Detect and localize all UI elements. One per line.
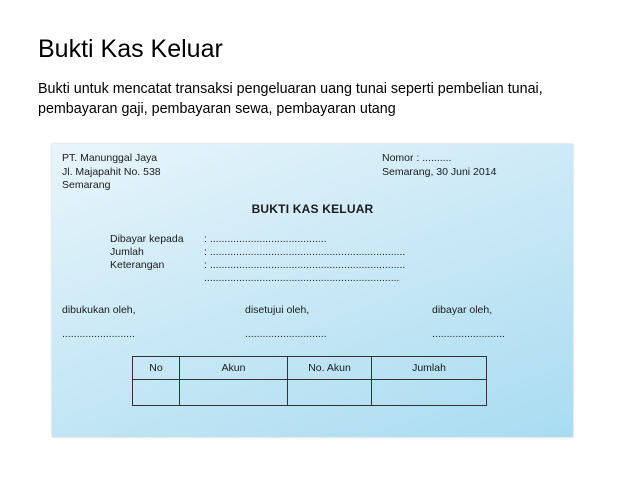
slide-title: Bukti Kas Keluar [38,35,223,63]
signature-label: disetujui oleh, [245,304,310,316]
field-label: Jumlah [110,246,144,258]
signature-recorded-by [62,304,136,340]
field-label: Dibayar kepada [110,233,184,245]
cash-voucher-form [52,144,573,437]
signature-approved-by [245,304,327,340]
col-header-akun: Akun [180,357,288,380]
field-blank: : ................................................................... [204,259,406,271]
slide-description: Bukti untuk mencatat transaksi pengeluaran uang tunai seperti pembelian tunai, pembayaran gaji, pembayaran sewa, pembayaran utang [38,81,543,117]
table-cell [288,380,372,406]
table-cell [133,380,180,406]
field-blank: ................................................................... [204,272,400,284]
signature-line: ............................ [245,328,327,340]
col-header-no: No [133,357,180,380]
table-row [133,380,487,406]
field-blank: : ................................................................... [204,246,406,258]
field-description [110,259,405,272]
company-info [62,152,161,193]
table-header-row [133,357,487,380]
voucher-number: Nomor : .......... [382,152,452,164]
field-blank: : ........................................ [204,233,327,245]
voucher-date: Semarang, 30 Juni 2014 [382,165,497,178]
field-paid-to [110,233,405,246]
voucher-number-block [382,152,496,179]
form-title: BUKTI KAS KELUAR [251,202,374,216]
table-cell [372,380,487,406]
table-cell [180,380,288,406]
col-header-jumlah: Jumlah [372,357,487,380]
signature-paid-by [432,304,505,340]
payment-fields [110,233,405,285]
signature-line: ......................... [432,328,505,340]
company-address: Jl. Majapahit No. 538 [62,165,161,178]
company-name: PT. Manunggal Jaya [62,152,158,164]
signature-label: dibayar oleh, [432,304,493,316]
field-description-continued [110,272,405,285]
field-label: Keterangan [110,259,165,271]
col-header-no-akun: No. Akun [288,357,372,380]
signature-line: ......................... [62,328,135,340]
field-amount [110,246,405,259]
signature-label: dibukukan oleh, [62,304,136,316]
company-city: Semarang [62,179,111,191]
account-table [132,356,487,406]
